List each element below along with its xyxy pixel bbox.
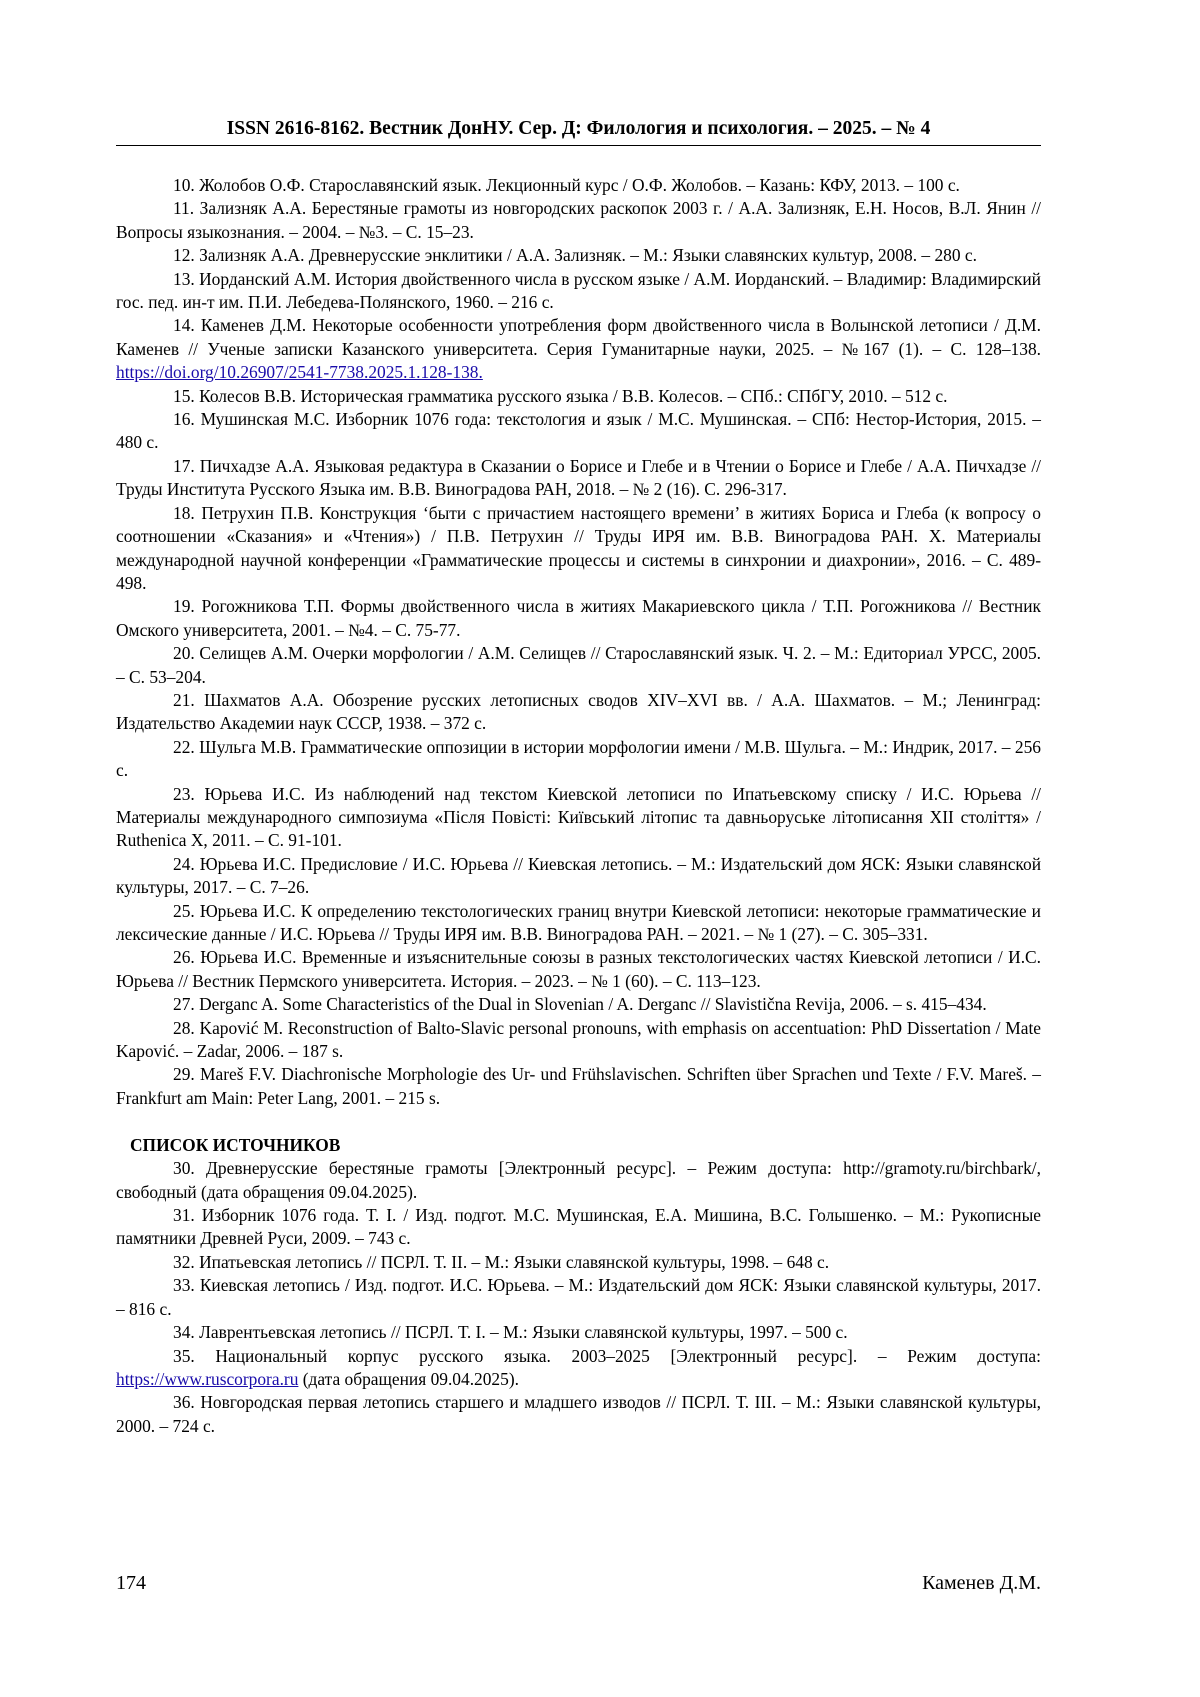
reference-item — [116, 314, 1041, 384]
reference-number: 23. — [173, 783, 195, 804]
reference-text: Национальный корпус русского языка. 2003–2025 [Электронный ресурс]. – Режим доступа: — [215, 1345, 1041, 1366]
reference-text: Kapović M. Reconstruction of Balto-Slavic personal pronouns, with emphasis on accentuation: PhD Dissertation / Mate Kapović. – Zadar, 2006. – 187 s. — [116, 1017, 1041, 1062]
reference-number: 16. — [173, 409, 195, 430]
reference-item — [116, 1251, 1041, 1274]
reference-item — [116, 946, 1041, 993]
reference-number: 34. — [173, 1322, 195, 1343]
reference-item — [116, 408, 1041, 455]
reference-text: Древнерусские берестяные грамоты [Электронный ресурс]. – Режим доступа: http://gramoty.ru/birchbark/, свободный (дата обращения 09.04.2025). — [116, 1158, 1041, 1202]
reference-number: 22. — [173, 736, 195, 757]
reference-number: 27. — [173, 994, 195, 1015]
footer-author: Каменев Д.М. — [922, 1572, 1041, 1594]
reference-number: 24. — [173, 853, 195, 874]
reference-text: Каменев Д.М. Некоторые особенности употребления форм двойственного числа в Волынской летописи / Д.М. Каменев // Ученые записки Казанского университета. Серия Гуманитарные науки, 2025. – №167 (1). – С. 128–138. — [116, 315, 1041, 359]
reference-item — [116, 1345, 1041, 1392]
references-list — [116, 174, 1041, 1110]
reference-item — [116, 900, 1041, 947]
reference-item — [116, 1321, 1041, 1344]
reference-number: 17. — [173, 455, 195, 476]
reference-item — [116, 853, 1041, 900]
journal-header-title: ISSN 2616-8162. Вестник ДонНУ. Сер. Д: Филология и психология. – 2025. – № 4 — [226, 118, 931, 139]
reference-item — [116, 1391, 1041, 1438]
reference-number: 33. — [173, 1275, 195, 1296]
reference-text: Derganc A. Some Characteristics of the Dual in Slovenian / A. Derganc // Slavistična Revija, 2006. – s. 415–434. — [199, 994, 987, 1015]
reference-text-after: (дата обращения 09.04.2025). — [298, 1368, 519, 1389]
reference-item — [116, 174, 1041, 197]
reference-item — [116, 1017, 1041, 1064]
reference-text: Юрьева И.С. Из наблюдений над текстом Киевской летописи по Ипатьевскому списку / И.С. Юрьева // Материалы международного симпозиума «Після Повісті: Київський літопис та давньоруське літописання XII століття» / Ruthenica X, 2011. – С. 91-101. — [116, 783, 1041, 851]
reference-link[interactable]: https://doi.org/10.26907/2541-7738.2025.1.128-138. — [116, 362, 483, 383]
reference-text: Иорданский А.М. История двойственного числа в русском языке / А.М. Иорданский. – Владимир: Владимирский гос. пед. ин-т им. П.И. Лебедева-Полянского, 1960. – 216 с. — [116, 268, 1041, 313]
reference-number: 14. — [173, 315, 195, 336]
reference-number: 13. — [173, 268, 195, 289]
reference-text: Новгородская первая летопись старшего и младшего изводов // ПСРЛ. Т. III. – М.: Языки славянской культуры, 2000. – 724 с. — [116, 1392, 1041, 1436]
reference-text: Киевская летопись / Изд. подгот. И.С. Юрьева. – М.: Издательский дом ЯСК: Языки славянской культуры, 2017. – 816 с. — [116, 1275, 1041, 1319]
reference-number: 12. — [173, 245, 195, 266]
reference-text: Мушинская М.С. Изборник 1076 года: текстология и язык / М.С. Мушинская. – СПб: Нестор-История, 2015. – 480 с. — [116, 409, 1041, 453]
reference-text: Юрьева И.С. Временные и изъяснительные союзы в разных текстологических частях Киевской летописи / И.С. Юрьева // Вестник Пермского университета. История. – 2023. – № 1 (60). – С. 113–123. — [116, 947, 1041, 991]
reference-item — [116, 455, 1041, 502]
reference-item — [116, 993, 1041, 1016]
reference-text: Юрьева И.С. Предисловие / И.С. Юрьева // Киевская летопись. – М.: Издательский дом ЯСК: Языки славянской культуры, 2017. – С. 7–26. — [116, 853, 1041, 898]
reference-text: Изборник 1076 года. Т. I. / Изд. подгот. М.С. Мушинская, Е.А. Мишина, В.С. Голышенко. – М.: Рукописные памятники Древней Руси, 2009. – 743 с. — [116, 1205, 1041, 1249]
reference-link[interactable]: https://www.ruscorpora.ru — [116, 1368, 299, 1389]
reference-text: Рогожникова Т.П. Формы двойственного числа в житиях Макариевского цикла / Т.П. Рогожникова // Вестник Омского университета, 2001. – №4. – С. 75-77. — [116, 596, 1041, 640]
sources-section-title: СПИСОК ИСТОЧНИКОВ — [130, 1135, 341, 1156]
journal-header — [116, 115, 1041, 146]
reference-number: 18. — [173, 502, 195, 523]
reference-item — [116, 689, 1041, 736]
reference-number: 10. — [173, 175, 195, 195]
reference-number: 19. — [173, 596, 195, 617]
reference-number: 36. — [173, 1392, 195, 1413]
reference-item — [116, 783, 1041, 853]
reference-text: Лаврентьевская летопись // ПСРЛ. Т. I. – М.: Языки славянской культуры, 1997. – 500 с. — [199, 1322, 848, 1343]
sources-list — [116, 1157, 1041, 1438]
reference-text: Шульга М.В. Грамматические оппозиции в истории морфологии имени / М.В. Шульга. – М.: Индрик, 2017. – 256 с. — [116, 736, 1041, 781]
reference-number: 20. — [173, 643, 195, 664]
reference-text: Юрьева И.С. К определению текстологических границ внутри Киевской летописи: некоторые грамматические и лексические данные / И.С. Юрьева // Труды ИРЯ им. В.В. Виноградова РАН. – 2021. – № 1 (27). – С. 305–331. — [116, 900, 1041, 944]
reference-number: 21. — [173, 689, 195, 710]
reference-number: 29. — [173, 1064, 195, 1085]
reference-item — [116, 1063, 1041, 1110]
reference-number: 15. — [173, 385, 195, 406]
reference-text: Петрухин П.В. Конструкция ‘быти с причастием настоящего времени’ в житиях Бориса и Глеба (к вопросу о соотношении «Сказания» и «Чтения») / П.В. Петрухин // Труды ИРЯ им. В.В. Виноградова РАН. X. Материалы международной научной конференции «Грамматические процессы и системы в синхронии и диахронии», 2016. – С. 489-498. — [116, 502, 1041, 593]
reference-item — [116, 1274, 1041, 1321]
reference-text: Колесов В.В. Историческая грамматика русского языка / В.В. Колесов. – СПб.: СПбГУ, 2010. – 512 с. — [199, 385, 948, 406]
reference-item — [116, 197, 1041, 244]
reference-item — [116, 502, 1041, 596]
reference-text: Ипатьевская летопись // ПСРЛ. Т. II. – М.: Языки славянской культуры, 1998. – 648 с. — [199, 1251, 830, 1272]
reference-number: 26. — [173, 947, 195, 968]
reference-number: 35. — [173, 1345, 195, 1366]
reference-number: 31. — [173, 1205, 195, 1226]
reference-text: Шахматов А.А. Обозрение русских летописных сводов XIV–XVI вв. / А.А. Шахматов. – М.; Ленинград: Издательство Академии наук СССР, 1938. – 372 с. — [116, 689, 1041, 734]
reference-item — [116, 268, 1041, 315]
reference-text: Селищев А.М. Очерки морфологии / А.М. Селищев // Старославянский язык. Ч. 2. – М.: Едиториал УРСС, 2005. – С. 53–204. — [116, 643, 1041, 687]
reference-number: 32. — [173, 1251, 195, 1272]
reference-text: Пичхадзе А.А. Языковая редактура в Сказании о Борисе и Глебе и в Чтении о Борисе и Глебе / А.А. Пичхадзе // Труды Института Русского Языка им. В.В. Виноградова РАН, 2018. – № 2 (16). С. 296-317. — [116, 455, 1041, 500]
reference-item — [116, 595, 1041, 642]
reference-number: 28. — [173, 1017, 195, 1038]
reference-text: Зализняк А.А. Древнерусские энклитики / А.А. Зализняк. – М.: Языки славянских культур, 2008. – 280 с. — [199, 245, 977, 266]
reference-item — [116, 642, 1041, 689]
reference-number: 11. — [173, 198, 195, 219]
reference-item — [116, 1157, 1041, 1204]
reference-number: 25. — [173, 900, 195, 921]
reference-text: Жолобов О.Ф. Старославянский язык. Лекционный курс / О.Ф. Жолобов. – Казань: КФУ, 2013. – 100 с. — [199, 175, 960, 195]
reference-text: Зализняк А.А. Берестяные грамоты из новгородских раскопок 2003 г. / А.А. Зализняк, Е.Н. Носов, В.Л. Янин // Вопросы языкознания. – 2004. – №3. – С. 15–23. — [116, 198, 1041, 242]
reference-text: Mareš F.V. Diachronische Morphologie des Ur- und Frühslavischen. Schriften über Sprachen und Texte / F.V. Mareš. – Frankfurt am Main: Peter Lang, 2001. – 215 s. — [116, 1064, 1041, 1108]
reference-item — [116, 244, 1041, 267]
reference-item — [116, 385, 1041, 408]
page-content — [116, 174, 1041, 1438]
reference-item — [116, 1204, 1041, 1251]
reference-number: 30. — [173, 1158, 195, 1179]
page-number: 174 — [116, 1572, 146, 1594]
reference-item — [116, 736, 1041, 783]
